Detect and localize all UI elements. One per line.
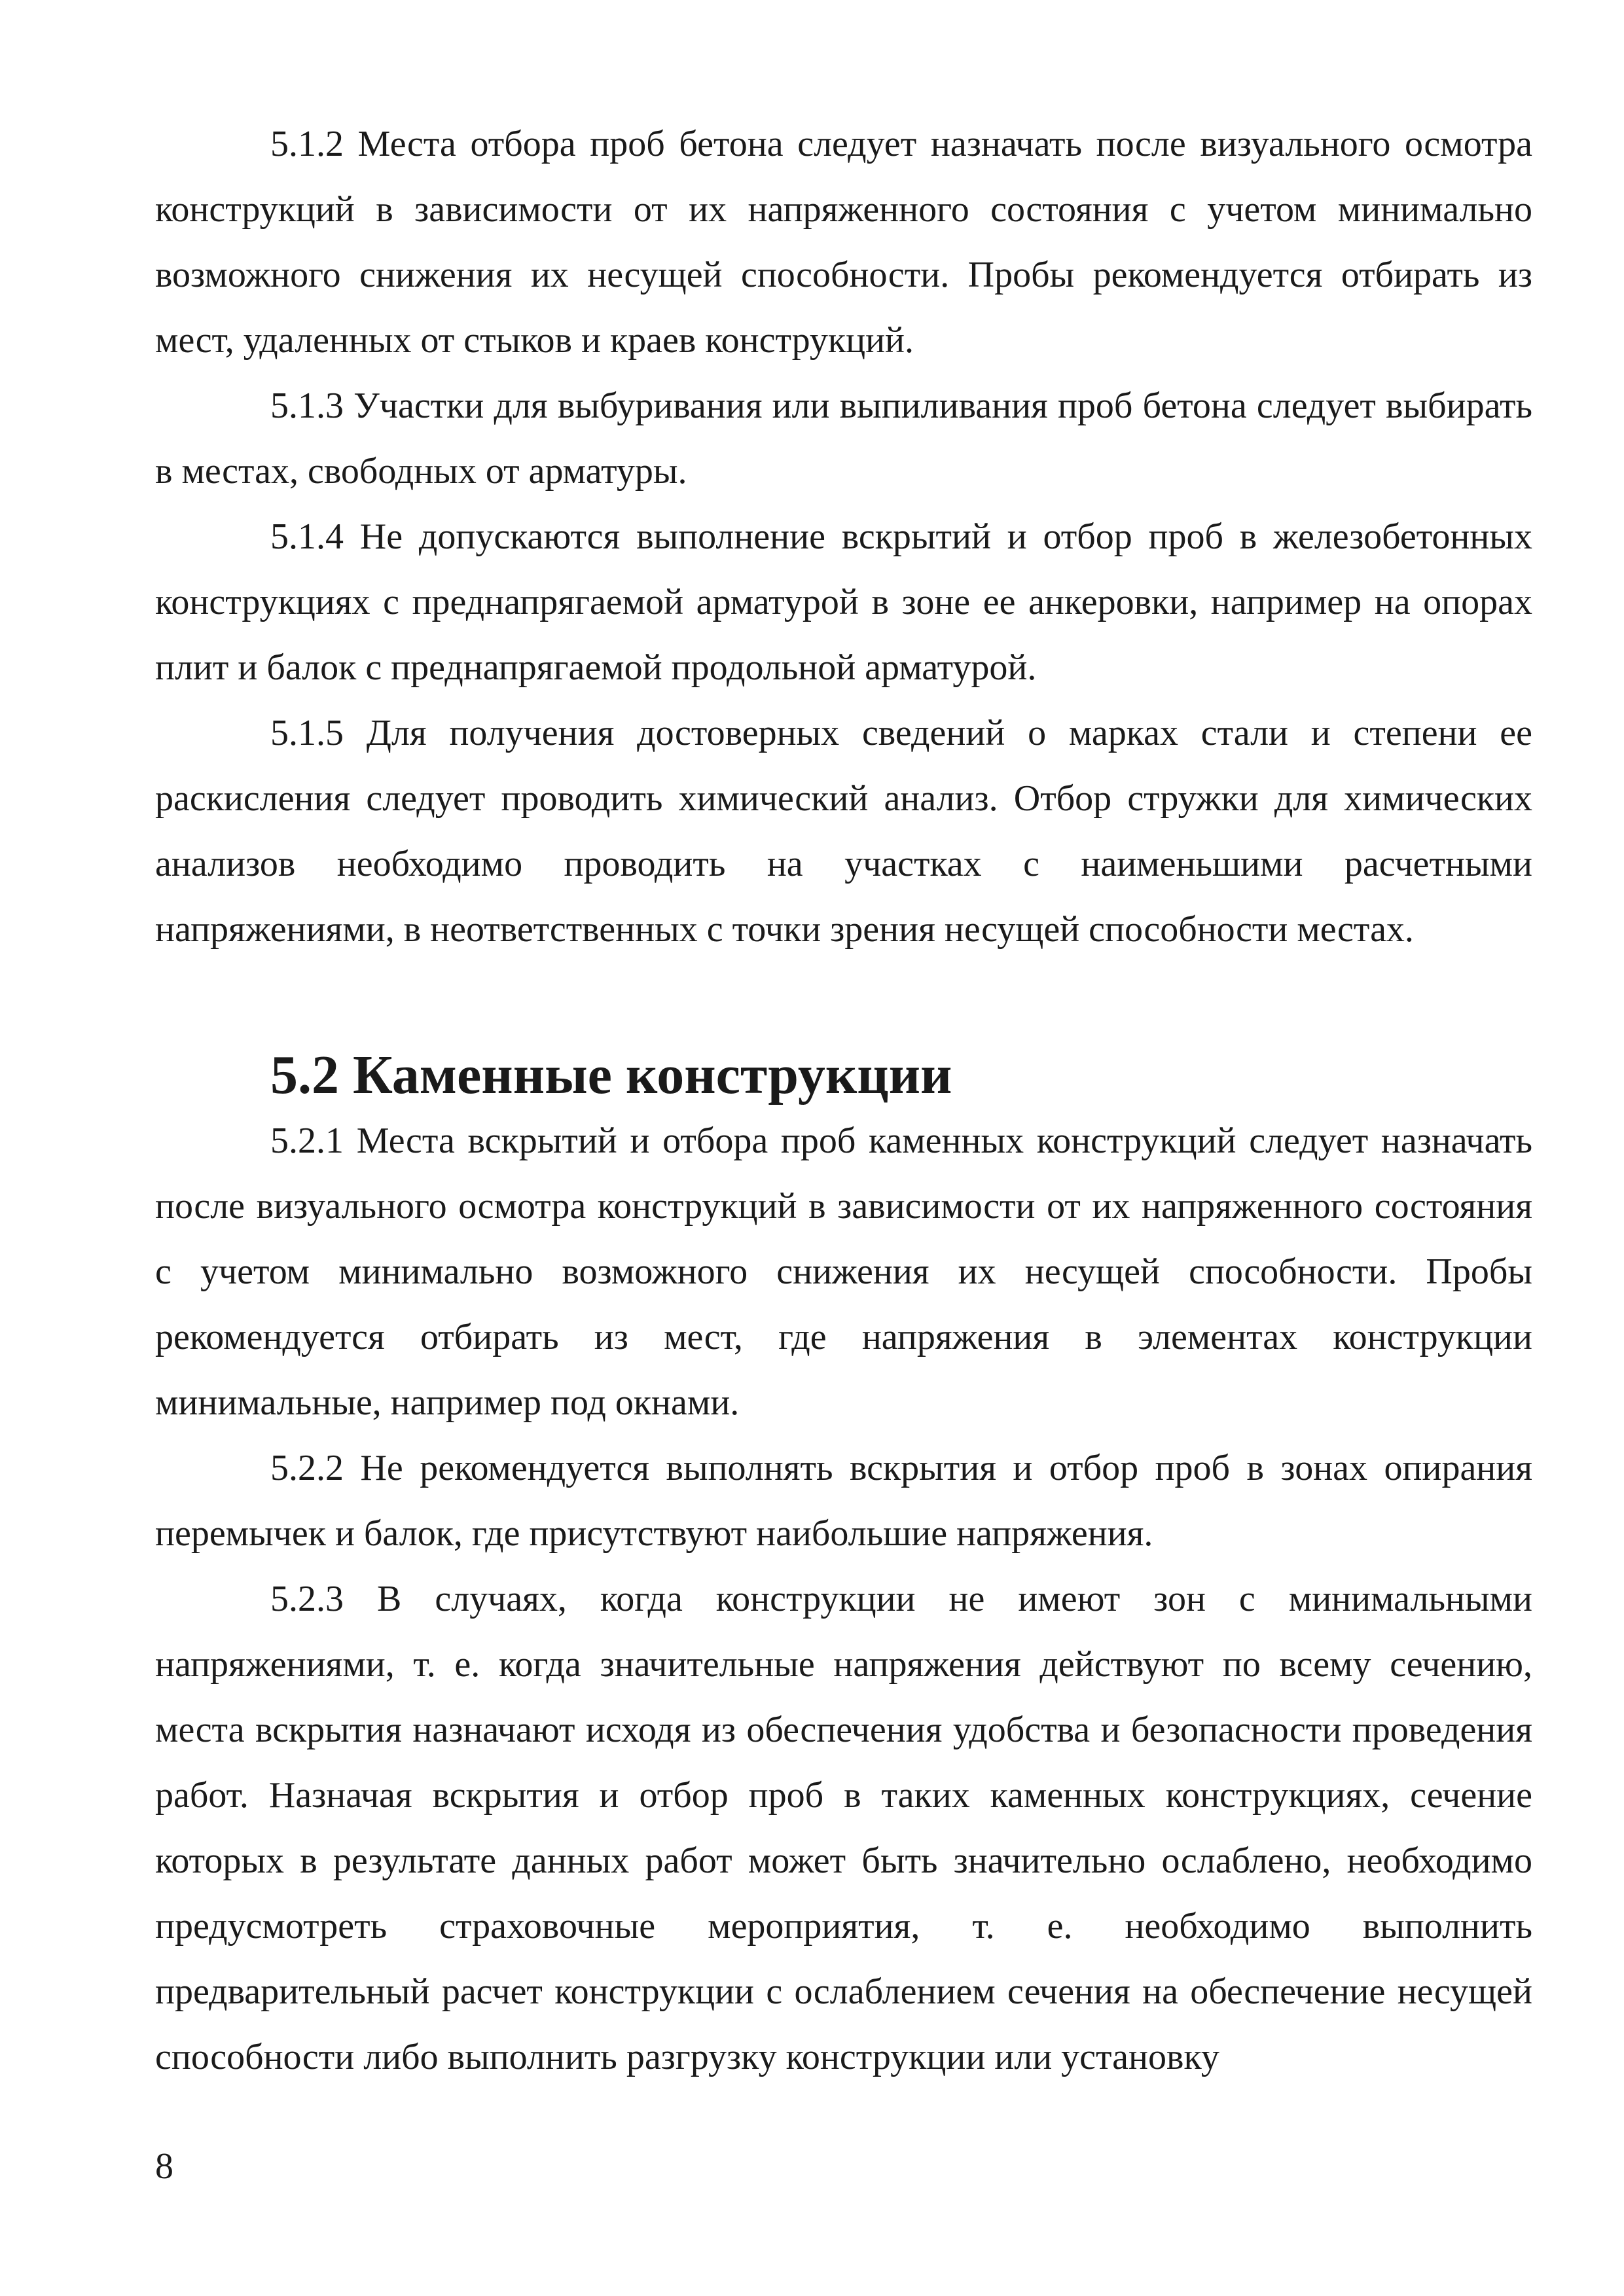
paragraph-5-1-3: 5.1.3 Участки для выбуривания или выпиливания проб бетона следует выбирать в местах, свободных от арматуры. [155,386,1532,492]
paragraph-5-1-2: 5.1.2 Места отбора проб бетона следует назначать после визуального осмотра конструкций в зависимости от их напряженного состояния с учетом минимально возможного снижения их несущей способности. Пробы рекомендуется отбирать из мест, удаленных от стыков и краев конструкций. [155,124,1532,361]
paragraph-5-2-2: 5.2.2 Не рекомендуется выполнять вскрытия и отбор проб в зонах опирания перемычек и балок, где присутствуют наибольшие напряжения. [155,1448,1532,1554]
paragraph-5-1-4: 5.1.4 Не допускаются выполнение вскрытий и отбор проб в железобетонных конструкциях с преднапрягаемой арматурой в зоне ее анкеровки, например на опорах плит и балок с преднапрягаемой продольной арматурой. [155,516,1532,688]
page-number: 8 [155,2146,173,2187]
section-heading-5-2: 5.2 Каменные конструкции [270,1045,952,1105]
document-page [155,111,1532,2090]
paragraph-5-2-1: 5.2.1 Места вскрытий и отбора проб каменных конструкций следует назначать после визуального осмотра конструкций в зависимости от их напряженного состояния с учетом минимально возможного снижения их несущей способности. Пробы рекомендуется отбирать из мест, где напряжения в элементах конструкции минимальные, например под окнами. [155,1121,1532,1423]
paragraph-5-2-3: 5.2.3 В случаях, когда конструкции не имеют зон с минимальными напряжениями, т. е. когда значительные напряжения действуют по всему сечению, места вскрытия назначают исходя из обеспечения удобства и безопасности проведения работ. Назначая вскрытия и отбор проб в таких каменных конструкциях, сечение которых в результате данных работ может быть значительно ослаблено, необходимо предусмотреть страховочные мероприятия, т. е. необходимо выполнить предварительный расчет конструкции с ослаблением сечения на обеспечение несущей способности либо выполнить разгрузку конструкции или установку [155,1579,1532,2077]
paragraph-5-1-5: 5.1.5 Для получения достоверных сведений о марках стали и степени ее раскисления следует проводить химический анализ. Отбор стружки для химических анализов необходимо проводить на участках с наименьшими расчетными напряжениями, в неответственных с точки зрения несущей способности местах. [155,713,1532,950]
